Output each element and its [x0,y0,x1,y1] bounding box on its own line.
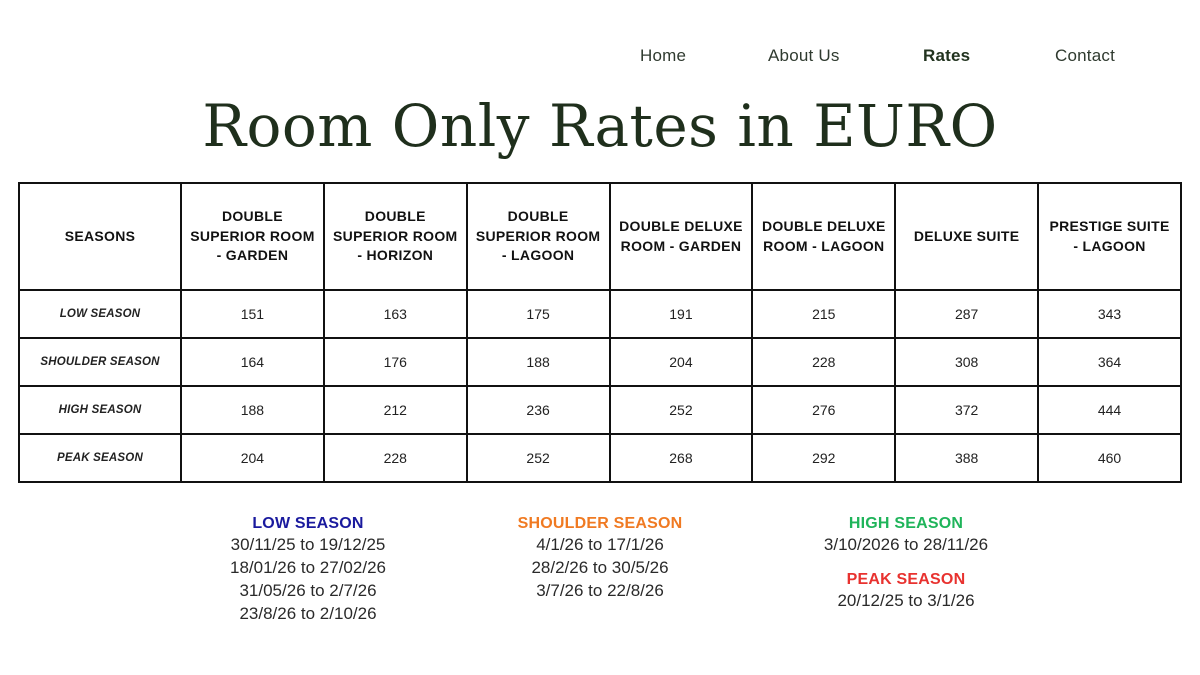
legend-date: 23/8/26 to 2/10/26 [239,604,377,623]
rate-cell: 228 [752,338,895,386]
legend-low-season [208,514,408,625]
rate-cell: 388 [895,434,1038,482]
nav-link-contact[interactable]: Contact [1055,46,1115,65]
season-label-high: HIGH SEASON [19,386,181,434]
rate-cell: 228 [324,434,467,482]
legend-date: 30/11/25 to 19/12/25 [230,535,386,554]
rate-cell: 343 [1038,290,1181,338]
nav-link-about-us[interactable]: About Us [768,46,840,65]
rate-cell: 204 [181,434,324,482]
rate-cell: 308 [895,338,1038,386]
legend-title-shoulder: SHOULDER SEASON [517,515,683,532]
nav-link-rates[interactable]: Rates [923,46,971,65]
rate-cell: 215 [752,290,895,338]
table-header-row [19,183,1181,290]
header-seasons: SEASONS [19,183,181,290]
rate-cell: 364 [1038,338,1181,386]
legend-date: 3/7/26 to 22/8/26 [536,581,664,600]
rate-cell: 175 [467,290,610,338]
rate-cell: 188 [181,386,324,434]
rate-cell: 252 [467,434,610,482]
top-nav [0,46,1200,70]
page-title: Room Only Rates in EURO [202,92,998,160]
rate-cell: 292 [752,434,895,482]
legend-date: 18/01/26 to 27/02/26 [230,558,386,577]
header-double-superior-garden: DOUBLE SUPERIOR ROOM - GARDEN [181,183,324,290]
legend-title-peak: PEAK SEASON [846,571,966,588]
legend-date: 20/12/25 to 3/1/26 [837,591,975,610]
rate-cell: 287 [895,290,1038,338]
legend-date: 28/2/26 to 30/5/26 [531,558,669,577]
rate-cell: 268 [610,434,753,482]
rate-cell: 212 [324,386,467,434]
header-prestige-suite-lagoon: PRESTIGE SUITE - LAGOON [1038,183,1181,290]
rate-cell: 188 [467,338,610,386]
table-row-peak [19,434,1181,482]
rate-cell: 460 [1038,434,1181,482]
rate-cell: 252 [610,386,753,434]
rate-cell: 163 [324,290,467,338]
rate-cell: 176 [324,338,467,386]
header-deluxe-suite: DELUXE SUITE [895,183,1038,290]
legend-date: 4/1/26 to 17/1/26 [536,535,664,554]
legend-peak-season [806,570,1006,612]
rate-cell: 151 [181,290,324,338]
rate-cell: 236 [467,386,610,434]
table-row-low [19,290,1181,338]
header-double-superior-lagoon: DOUBLE SUPERIOR ROOM - LAGOON [467,183,610,290]
season-label-low: LOW SEASON [19,290,181,338]
legend-date: 3/10/2026 to 28/11/26 [823,535,989,554]
legend-high-peak-season [806,514,1006,612]
rate-cell: 444 [1038,386,1181,434]
rate-cell: 164 [181,338,324,386]
season-label-shoulder: SHOULDER SEASON [19,338,181,386]
rate-cell: 191 [610,290,753,338]
legend-date: 31/05/26 to 2/7/26 [239,581,377,600]
table-row-shoulder [19,338,1181,386]
rate-cell: 204 [610,338,753,386]
table-row-high [19,386,1181,434]
header-double-superior-horizon: DOUBLE SUPERIOR ROOM - HORIZON [324,183,467,290]
legend-title-low: LOW SEASON [252,515,364,532]
rate-cell: 276 [752,386,895,434]
header-double-deluxe-lagoon: DOUBLE DELUXE ROOM - LAGOON [752,183,895,290]
nav-link-home[interactable]: Home [640,46,687,65]
legend-shoulder-season [500,514,700,602]
season-label-peak: PEAK SEASON [19,434,181,482]
rates-table [18,182,1182,483]
legend-title-high: HIGH SEASON [848,515,964,532]
header-double-deluxe-garden: DOUBLE DELUXE ROOM - GARDEN [610,183,753,290]
rate-cell: 372 [895,386,1038,434]
